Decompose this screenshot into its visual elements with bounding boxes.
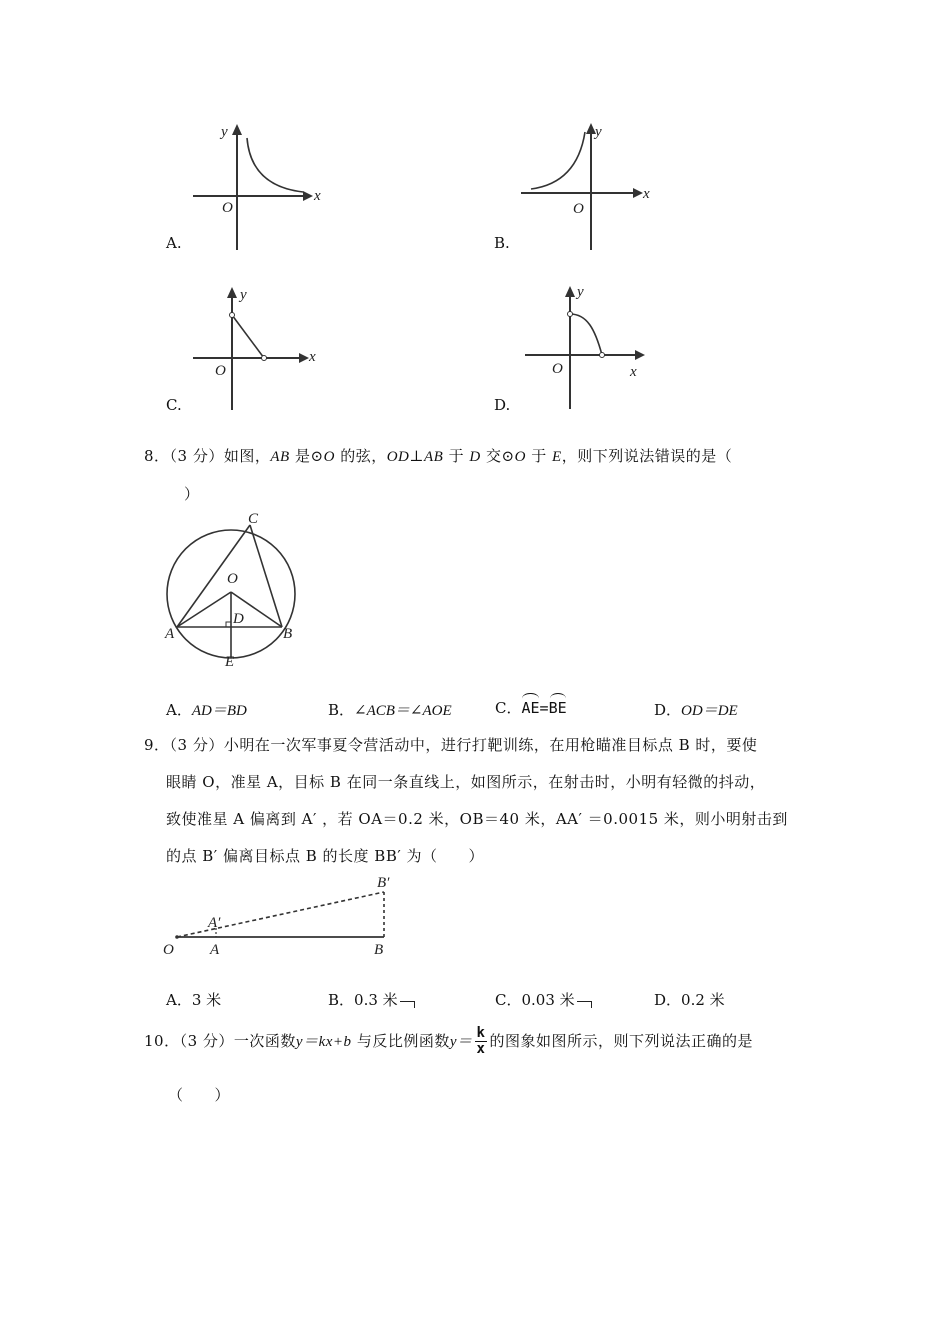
q10-text: 与反比例函数 bbox=[356, 1031, 450, 1050]
q9-option-b-text: 0.3 米 bbox=[354, 991, 398, 1009]
q9-option-d-letter: D． bbox=[654, 991, 682, 1009]
q9-stem-line2: 眼睛 O，准星 A，目标 B 在同一条直线上，如图所示，在射击时，小明有轻微的抖动， bbox=[166, 773, 766, 791]
q8-label-d: D bbox=[233, 611, 244, 627]
q9-label-o: O bbox=[163, 942, 174, 958]
q8-stem-text: 的弦， bbox=[340, 447, 387, 465]
q8-number: 8． bbox=[144, 447, 170, 465]
q8-option-b-letter: B． bbox=[328, 701, 355, 719]
graph-d bbox=[515, 281, 665, 413]
q10-frac-num: k bbox=[476, 1025, 486, 1041]
graph-d-origin: O bbox=[552, 361, 563, 377]
q8-option-c[interactable] bbox=[495, 693, 567, 718]
q10-linear-eq: y＝kx+b bbox=[295, 1033, 352, 1050]
q10-frac-den: x bbox=[476, 1041, 486, 1058]
graph-a-x-label: x bbox=[314, 188, 321, 204]
q8-label-e: E bbox=[225, 654, 235, 670]
graph-c-origin: O bbox=[215, 363, 226, 379]
graph-c-x-label: x bbox=[309, 349, 316, 365]
q9-label-a-prime: A′ bbox=[208, 915, 221, 931]
graph-c-letter: C. bbox=[166, 396, 182, 414]
q8-ab: AB bbox=[423, 449, 444, 465]
q8-circle-figure bbox=[160, 505, 310, 675]
q9-option-a-text: 3 米 bbox=[191, 991, 222, 1009]
q9-stem-line4: 的点 B′ 偏离目标点 B 的长度 BB′ 为（ ） bbox=[166, 847, 485, 865]
q8-score: （3 分） bbox=[169, 447, 224, 465]
q10-text: 一次函数 bbox=[233, 1031, 296, 1050]
q8-option-b[interactable] bbox=[328, 699, 452, 720]
q9-option-b[interactable] bbox=[328, 989, 415, 1010]
q10-number: 10． bbox=[144, 1031, 180, 1050]
q8-option-d-text: OD＝DE bbox=[681, 703, 738, 719]
q8-label-b: B bbox=[283, 626, 293, 642]
q9-option-d[interactable] bbox=[654, 989, 725, 1010]
q9-option-a[interactable] bbox=[166, 989, 221, 1010]
q8-stem-text: ，则下列说法错误的是（ bbox=[561, 447, 733, 465]
q9-figure bbox=[160, 870, 410, 965]
graph-a-letter: A. bbox=[166, 234, 182, 252]
q8-option-b-text: ∠ACB＝∠AOE bbox=[354, 703, 452, 719]
q10-stem-line2: （ ） bbox=[168, 1086, 231, 1104]
q8-e: E bbox=[552, 449, 562, 465]
q8-stem-text: 是⊙ bbox=[294, 447, 324, 465]
q9-option-d-text: 0.2 米 bbox=[681, 991, 725, 1009]
q9-option-a-letter: A． bbox=[166, 991, 192, 1009]
q10-score: （3 分） bbox=[179, 1031, 234, 1050]
q8-o: O bbox=[514, 449, 526, 465]
q10-stem bbox=[144, 1026, 753, 1058]
q8-stem-line2: ） bbox=[184, 485, 200, 503]
q9-option-c[interactable] bbox=[495, 989, 592, 1010]
q9-option-c-text: 0.03 米 bbox=[521, 991, 575, 1009]
graph-a-y-label: y bbox=[221, 124, 228, 140]
q9-label-b: B bbox=[374, 942, 384, 958]
answer-blank-mark bbox=[400, 1001, 415, 1008]
q8-option-d-letter: D． bbox=[654, 701, 682, 719]
graph-b-origin: O bbox=[573, 201, 584, 217]
q9-number: 9． bbox=[144, 736, 170, 754]
q8-stem-text: 于 bbox=[531, 447, 547, 465]
q8-od: OD bbox=[386, 449, 410, 465]
q8-option-d[interactable] bbox=[654, 699, 738, 720]
q8-label-o: O bbox=[227, 571, 238, 587]
graph-c bbox=[185, 283, 335, 413]
q10-inverse-eq: y＝ bbox=[449, 1033, 473, 1050]
q8-stem-text: 如图， bbox=[223, 447, 271, 465]
q8-stem bbox=[144, 445, 732, 466]
q10-text: 的图象如图所示，则下列说法正确的是 bbox=[489, 1031, 753, 1050]
q8-option-a-text: AD＝BD bbox=[191, 703, 247, 719]
graph-a bbox=[185, 118, 335, 253]
graph-b-x-label: x bbox=[643, 186, 650, 202]
q10-fraction bbox=[475, 1026, 488, 1058]
graph-b bbox=[515, 118, 665, 253]
q8-stem-text: 交⊙ bbox=[486, 447, 515, 465]
q9-option-c-letter: C． bbox=[495, 991, 522, 1009]
q8-option-c-eq: = bbox=[539, 699, 549, 717]
answer-blank-mark bbox=[577, 1001, 592, 1008]
q9-line1: （3 分）小明在一次军事夏令营活动中，进行打靶训练，在用枪瞄准目标点 B 时，要使 bbox=[169, 736, 758, 754]
graph-b-letter: B. bbox=[494, 234, 510, 252]
q9-label-a: A bbox=[210, 942, 220, 958]
q8-stem-text: 于 bbox=[448, 447, 465, 465]
q8-o: O bbox=[323, 449, 335, 465]
q8-option-c-letter: C． bbox=[495, 699, 522, 717]
q9-stem-line3: 致使准星 A 偏离到 A′ ，若 OA＝0.2 米，OB＝40 米，AA′ ＝0.0015 米，则小明射击到 bbox=[166, 810, 788, 828]
q8-ab: AB bbox=[270, 449, 290, 465]
q8-option-a[interactable] bbox=[166, 699, 247, 720]
graph-a-origin: O bbox=[222, 200, 233, 216]
q8-arc-ae: AE bbox=[521, 693, 539, 717]
graph-d-letter: D. bbox=[494, 396, 511, 414]
q8-d: D bbox=[469, 449, 481, 465]
q8-label-a: A bbox=[165, 626, 175, 642]
q9-label-b-prime: B′ bbox=[377, 875, 390, 891]
graph-d-y-label: y bbox=[577, 284, 584, 300]
q9-stem-line1 bbox=[144, 734, 757, 755]
q8-label-c: C bbox=[248, 511, 259, 527]
q8-option-a-letter: A． bbox=[166, 701, 192, 719]
q8-perp: ⊥ bbox=[409, 447, 424, 465]
graph-b-y-label: y bbox=[595, 124, 602, 140]
graph-c-y-label: y bbox=[240, 287, 247, 303]
q8-arc-be: BE bbox=[549, 693, 567, 717]
q9-option-b-letter: B． bbox=[328, 991, 355, 1009]
graph-d-x-label: x bbox=[630, 364, 637, 380]
